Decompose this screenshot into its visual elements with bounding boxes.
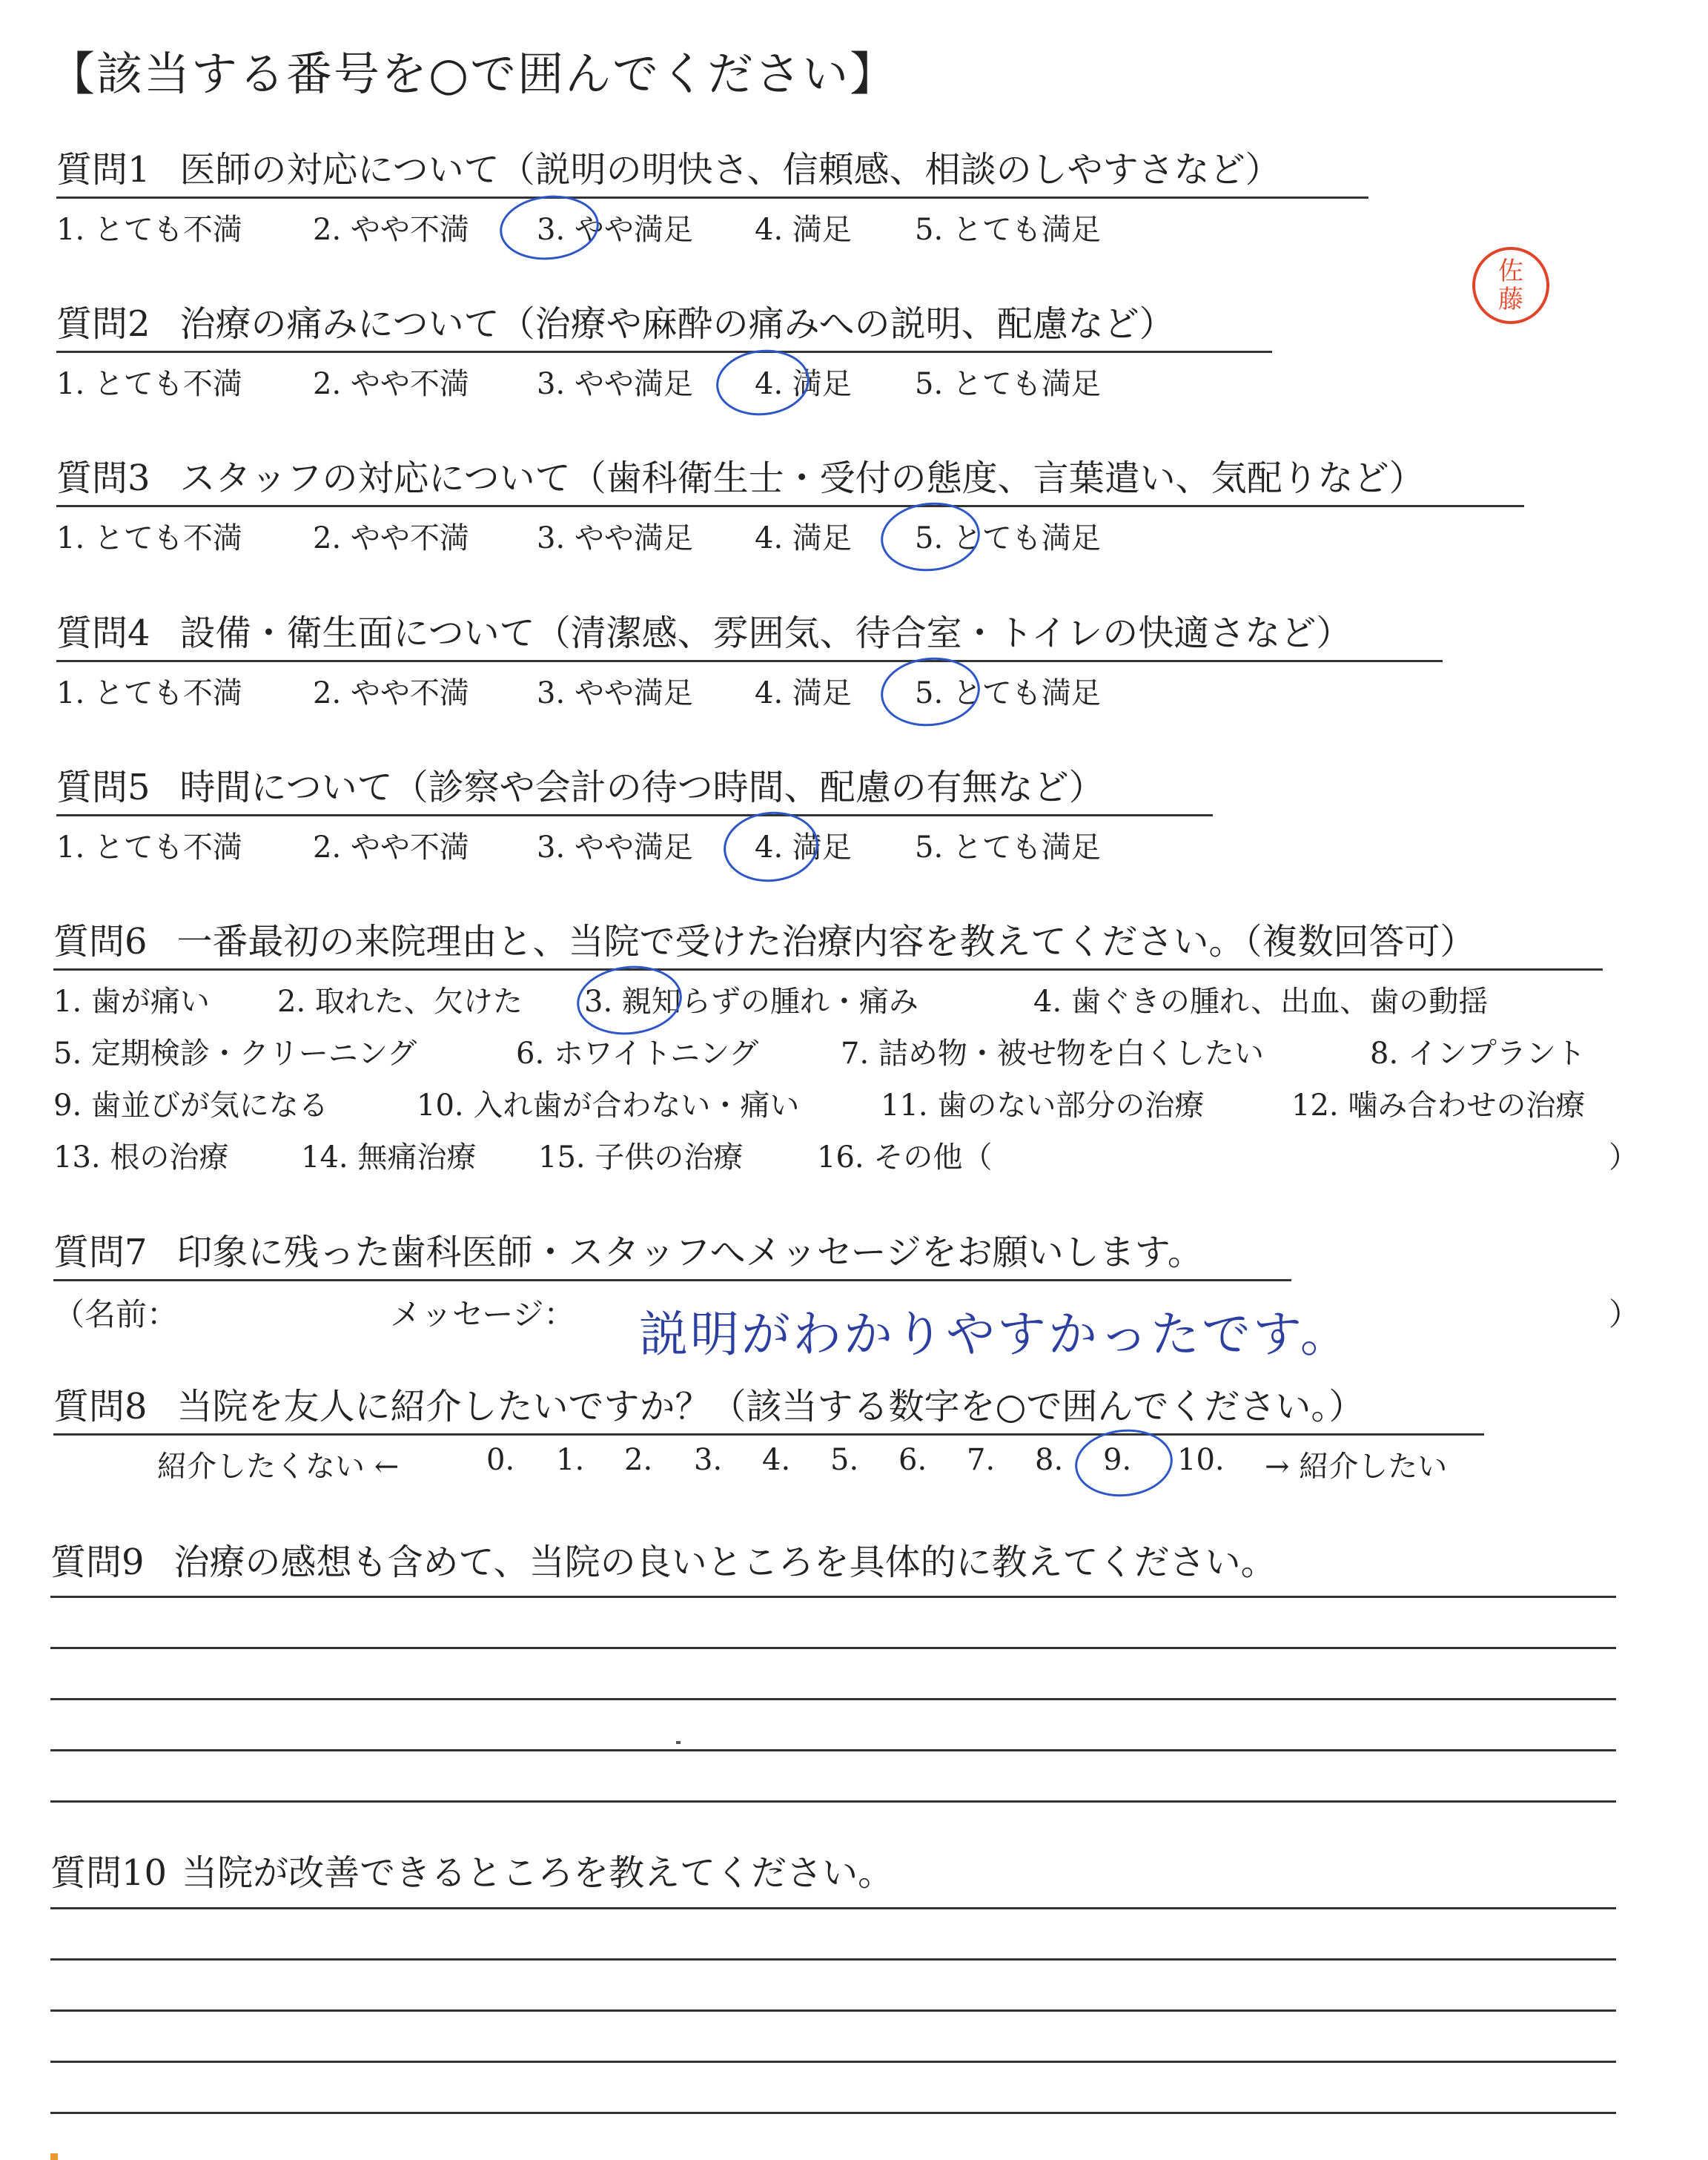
question-3-heading (56, 449, 1524, 507)
rating-option-2[interactable]: 2. やや不満 (313, 213, 469, 247)
answer-line[interactable] (50, 1647, 1616, 1649)
reason-option-16[interactable]: 16. その他（ (817, 1140, 993, 1175)
rating-option-5[interactable]: 5. とても満足 (915, 367, 1101, 401)
rating-option-4[interactable]: 4. 満足 (755, 830, 852, 865)
question-10-heading (50, 1844, 893, 1895)
question-text: 当院を友人に紹介したいですか？（該当する数字を○で囲んでください。） (176, 1386, 1365, 1427)
reason-option-11[interactable]: 11. 歯のない部分の治療 (881, 1089, 1205, 1123)
answer-line[interactable] (50, 1596, 1616, 1598)
reason-option-14[interactable]: 14. 無痛治療 (301, 1140, 477, 1175)
reason-option-2[interactable]: 2. 取れた、欠けた (277, 985, 523, 1019)
form-title: 【該当する番号を○で囲んでください】 (49, 47, 898, 101)
question-7-heading (53, 1223, 1291, 1281)
recommend-value-8[interactable]: 8. (1035, 1443, 1064, 1477)
answer-line[interactable] (50, 2061, 1616, 2063)
answer-line[interactable] (50, 1749, 1616, 1751)
selection-circle (878, 653, 984, 731)
recommend-value-3[interactable]: 3. (694, 1443, 723, 1477)
message-label: メッセージ： (390, 1296, 575, 1332)
question-number: 質問2 (56, 303, 150, 345)
question-number: 質問3 (56, 458, 150, 499)
reason-option-5[interactable]: 5. 定期検診・クリーニング (53, 1037, 417, 1071)
reason-option-4[interactable]: 4. 歯ぐきの腫れ、出血、歯の動揺 (1033, 985, 1489, 1019)
question-2 (56, 295, 1272, 405)
reason-options (53, 978, 1638, 1200)
selection-circle (878, 498, 984, 576)
question-6 (53, 913, 1638, 1200)
seal-stamp: 佐 藤 (1472, 247, 1549, 324)
answer-line[interactable] (50, 2009, 1616, 2012)
recommend-label: → 紹介したい (1265, 1450, 1448, 1484)
recommend-value-9[interactable]: 9. (1103, 1443, 1132, 1477)
reason-option-12[interactable]: 12. 噛み合わせの治療 (1291, 1089, 1586, 1123)
question-4-heading (56, 604, 1443, 662)
question-9-heading (50, 1533, 1277, 1585)
question-text: 時間について（診察や会計の待つ時間、配慮の有無など） (179, 767, 1105, 808)
answer-line[interactable] (50, 1958, 1616, 1961)
rating-option-2[interactable]: 2. やや不満 (313, 676, 469, 710)
question-number: 質問8 (53, 1386, 148, 1427)
question-number: 質問10 (50, 1852, 168, 1894)
question-8 (53, 1378, 1484, 1487)
recommend-value-10[interactable]: 10. (1177, 1443, 1225, 1477)
question-6-heading (53, 913, 1603, 971)
recommend-value-7[interactable]: 7. (967, 1443, 996, 1477)
rating-option-2[interactable]: 2. やや不満 (313, 830, 469, 865)
recommend-scale (53, 1443, 1484, 1487)
rating-option-1[interactable]: 1. とても不満 (56, 213, 242, 247)
rating-option-3[interactable]: 3. やや満足 (537, 830, 693, 865)
rating-option-1[interactable]: 1. とても不満 (56, 367, 242, 401)
question-5-heading (56, 759, 1213, 816)
reason-option-7[interactable]: 7. 詰め物・被せ物を白くしたい (841, 1037, 1264, 1071)
rating-scale (56, 515, 1524, 559)
recommend-value-1[interactable]: 1. (556, 1443, 585, 1477)
question-text: 治療の痛みについて（治療や麻酔の痛みへの説明、配慮など） (179, 303, 1175, 345)
question-9 (50, 1533, 1277, 1585)
selection-circle (720, 807, 821, 887)
selection-circle (497, 191, 602, 265)
question-number: 質問6 (53, 921, 148, 962)
recommend-value-4[interactable]: 4. (762, 1443, 791, 1477)
question-number: 質問5 (56, 767, 150, 808)
rating-option-3[interactable]: 3. やや満足 (537, 676, 693, 710)
selection-circle (574, 961, 686, 1040)
question-7 (53, 1223, 1641, 1363)
message-row (53, 1290, 1641, 1363)
question-number: 質問7 (53, 1232, 148, 1273)
bullet-mark (50, 2153, 58, 2160)
cropped-footer-text (50, 2141, 984, 2160)
question-text: 医師の対応について（説明の明快さ、信頼感、相談のしやすさなど） (179, 149, 1281, 191)
message-close-paren: ） (1609, 1296, 1641, 1332)
rating-option-2[interactable]: 2. やや不満 (313, 367, 469, 401)
rating-option-4[interactable]: 4. 満足 (755, 367, 852, 401)
rating-option-3[interactable]: 3. やや満足 (537, 367, 693, 401)
question-text: 一番最初の来院理由と、当院で受けた治療内容を教えてください。（複数回答可） (176, 921, 1476, 962)
rating-option-4[interactable]: 4. 満足 (755, 521, 852, 555)
rating-option-2[interactable]: 2. やや不満 (313, 521, 469, 555)
handwritten-message[interactable]: 説明がわかりやすかったです。 (639, 1306, 1351, 1363)
question-3 (56, 449, 1524, 559)
question-number: 質問9 (50, 1542, 145, 1583)
recommend-value-5[interactable]: 5. (830, 1443, 859, 1477)
question-1 (56, 141, 1368, 251)
answer-line[interactable] (50, 1907, 1616, 1909)
question-4 (56, 604, 1443, 714)
question-text: 印象に残った歯科医師・スタッフへメッセージをお願いします。 (176, 1232, 1203, 1273)
reason-option-9[interactable]: 9. 歯並びが気になる (53, 1089, 328, 1123)
question-10 (50, 1844, 893, 1895)
rating-option-3[interactable]: 3. やや満足 (537, 521, 693, 555)
rating-scale (56, 824, 1213, 868)
rating-scale (56, 670, 1443, 714)
question-text: 当院が改善できるところを教えてください。 (182, 1852, 894, 1894)
recommend-value-0[interactable]: 0. (486, 1443, 515, 1477)
question-text: 設備・衛生面について（清潔感、雰囲気、待合室・トイレの快適さなど） (179, 612, 1352, 654)
answer-line[interactable] (50, 1698, 1616, 1700)
reason-option-15[interactable]: 15. 子供の治療 (538, 1140, 744, 1175)
reason-option-1[interactable]: 1. 歯が痛い (53, 985, 210, 1019)
question-5 (56, 759, 1213, 868)
reason-option-6[interactable]: 6. ホワイトニング (516, 1037, 759, 1071)
answer-line[interactable] (50, 2112, 1616, 2114)
rating-option-3[interactable]: 3. やや満足 (537, 213, 693, 247)
rating-scale (56, 206, 1368, 251)
answer-line[interactable] (50, 1800, 1616, 1803)
question-text: 治療の感想も含めて、当院の良いところを具体的に教えてください。 (173, 1542, 1277, 1583)
not-recommend-label: 紹介したくない ← (157, 1450, 400, 1484)
question-number: 質問1 (56, 149, 150, 191)
question-1-heading (56, 141, 1368, 199)
rating-scale (56, 360, 1272, 405)
question-2-heading (56, 295, 1272, 353)
question-8-heading (53, 1378, 1484, 1436)
selection-circle (713, 346, 813, 420)
rating-option-4[interactable]: 4. 満足 (755, 676, 852, 710)
reason-option-3[interactable]: 3. 親知らずの腫れ・痛み (584, 985, 918, 1019)
other-close-paren: ） (1609, 1140, 1638, 1175)
rating-option-5[interactable]: 5. とても満足 (915, 676, 1101, 710)
reason-option-13[interactable]: 13. 根の治療 (53, 1140, 229, 1175)
name-label: （名前： (53, 1296, 179, 1332)
recommend-value-2[interactable]: 2. (624, 1443, 653, 1477)
rating-option-1[interactable]: 1. とても不満 (56, 676, 242, 710)
rating-option-1[interactable]: 1. とても不満 (56, 830, 242, 865)
rating-option-5[interactable]: 5. とても満足 (915, 521, 1101, 555)
rating-option-5[interactable]: 5. とても満足 (915, 213, 1101, 247)
stray-mark (676, 1741, 681, 1744)
selection-circle (1072, 1424, 1176, 1501)
question-text: スタッフの対応について（歯科衛生士・受付の態度、言葉遣い、気配りなど） (179, 458, 1425, 499)
reason-option-10[interactable]: 10. 入れ歯が合わない・痛い (417, 1089, 800, 1123)
rating-option-1[interactable]: 1. とても不満 (56, 521, 242, 555)
rating-option-5[interactable]: 5. とても満足 (915, 830, 1101, 865)
recommend-value-6[interactable]: 6. (898, 1443, 927, 1477)
rating-option-4[interactable]: 4. 満足 (755, 213, 852, 247)
reason-option-8[interactable]: 8. インプラント (1370, 1037, 1586, 1071)
question-number: 質問4 (56, 612, 150, 654)
